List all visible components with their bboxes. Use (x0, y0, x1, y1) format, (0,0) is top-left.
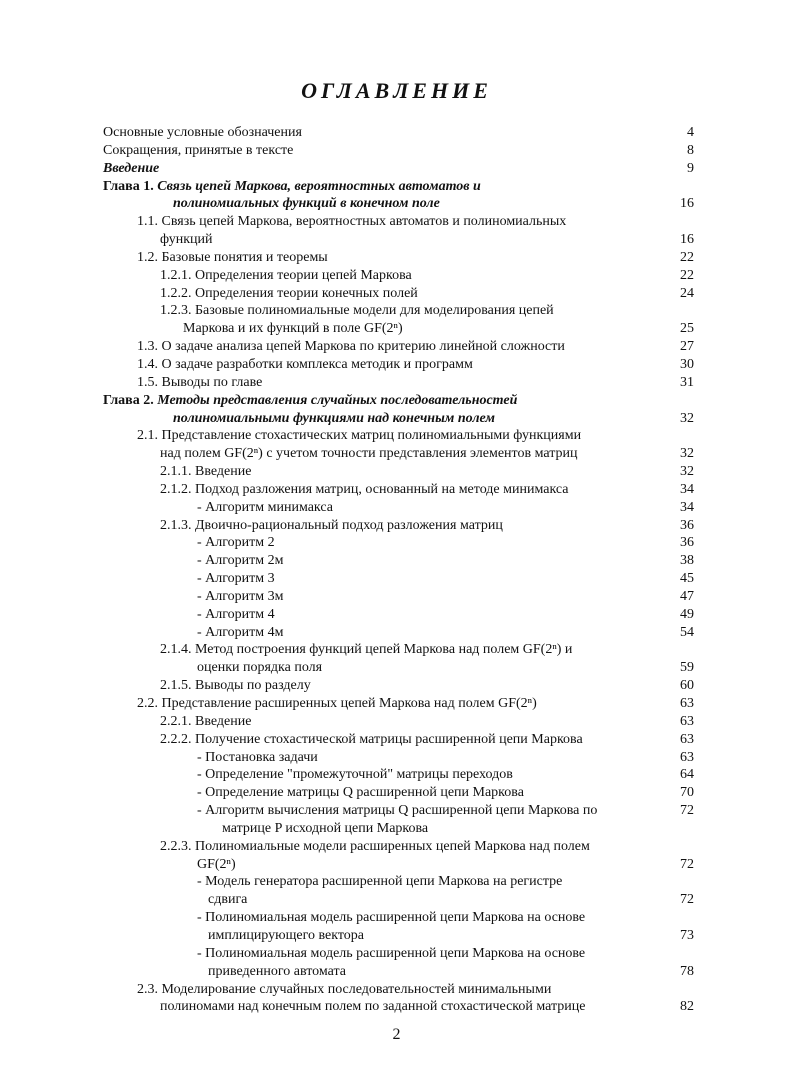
toc-page: 16 (680, 196, 694, 212)
toc-row (0, 570, 793, 588)
toc-row (0, 945, 793, 963)
toc-text: приведенного автомата (208, 963, 347, 979)
toc-row (0, 356, 793, 374)
toc-page: 60 (680, 678, 694, 694)
toc-text: 2.2.2. Получение стохастической матрицы расширенной цепи Маркова (160, 731, 583, 747)
toc-page: 47 (680, 588, 694, 604)
toc-text: - Модель генератора расширенной цепи Маркова на регистре (197, 874, 563, 890)
toc-text: имплицирующего вектора (208, 927, 364, 943)
page-title: ОГЛАВЛЕНИЕ (301, 78, 492, 103)
toc-row (0, 178, 793, 196)
toc-text: 2.1.5. Выводы по разделу (160, 678, 311, 694)
toc-row (0, 534, 793, 552)
toc-page: 70 (680, 785, 694, 801)
toc-text: оценки порядка поля (197, 660, 323, 676)
toc-text: - Алгоритм 4м (197, 624, 284, 640)
toc-page: 27 (680, 339, 694, 355)
toc-page: 34 (680, 499, 694, 515)
toc-text: - Алгоритм 2 (197, 535, 275, 551)
table-of-contents (0, 124, 793, 1016)
toc-page: 59 (680, 660, 694, 676)
toc-row (0, 285, 793, 303)
toc-page: 72 (680, 856, 694, 872)
toc-text: - Определение матрицы Q расширенной цепи Маркова (197, 785, 524, 801)
toc-text: матрице P исходной цепи Маркова (222, 820, 429, 836)
toc-text: - Алгоритм 3 (197, 571, 275, 587)
toc-page: 16 (680, 232, 694, 248)
toc-text: GF(2ⁿ) (197, 856, 236, 872)
toc-page: 63 (680, 713, 694, 729)
toc-row (0, 160, 793, 178)
toc-page: 22 (680, 267, 694, 283)
toc-row (0, 873, 793, 891)
toc-row (0, 463, 793, 481)
toc-page: 38 (680, 553, 694, 569)
toc-page: 78 (680, 963, 694, 979)
toc-row (0, 249, 793, 267)
toc-text: - Полиномиальная модель расширенной цепи Маркова на основе (197, 945, 586, 961)
toc-text: 1.1. Связь цепей Маркова, вероятностных автоматов и полиномиальных (137, 214, 567, 230)
toc-row (0, 784, 793, 802)
toc-row (0, 891, 793, 909)
toc-text: 2.3. Моделирование случайных последовательностей минимальными (137, 981, 552, 997)
toc-row (0, 552, 793, 570)
toc-page: 72 (680, 803, 694, 819)
toc-page: 63 (680, 731, 694, 747)
toc-text: 2.1. Представление стохастических матриц полиномиальными функциями (137, 428, 582, 444)
toc-text: 2.1.2. Подход разложения матриц, основанный на методе минимакса (160, 481, 569, 497)
toc-row (0, 302, 793, 320)
toc-page: 63 (680, 696, 694, 711)
toc-row (0, 588, 793, 606)
chapter-label: Глава 2. (103, 392, 154, 408)
toc-page: 82 (680, 999, 694, 1015)
toc-text: - Алгоритм 2м (197, 553, 284, 569)
toc-page: 25 (680, 321, 694, 337)
toc-row (0, 713, 793, 731)
toc-page: 22 (680, 249, 694, 265)
toc-page: 9 (687, 160, 694, 176)
toc-page: 4 (687, 125, 694, 140)
toc-page: 32 (680, 410, 694, 426)
toc-text: полиномами над конечным полем по заданной стохастической матрице (160, 999, 586, 1015)
toc-row (0, 124, 793, 142)
toc-row (0, 267, 793, 285)
toc-text: - Алгоритм вычисления матрицы Q расширенной цепи Маркова по (197, 803, 598, 819)
toc-text: сдвига (208, 892, 248, 908)
toc-row (0, 641, 793, 659)
toc-text: 1.2. Базовые понятия и теоремы (137, 249, 328, 265)
toc-row (0, 766, 793, 784)
toc-row (0, 820, 793, 838)
toc-text: - Алгоритм минимакса (197, 499, 333, 515)
toc-row (0, 320, 793, 338)
toc-text: 2.1.1. Введение (160, 464, 252, 480)
toc-row (0, 606, 793, 624)
toc-text: 1.2.2. Определения теории конечных полей (160, 285, 418, 301)
toc-row (0, 838, 793, 856)
toc-text: 2.2. Представление расширенных цепей Маркова над полем GF(2ⁿ) (137, 696, 537, 711)
toc-page: 24 (680, 285, 694, 301)
toc-row (0, 213, 793, 231)
toc-row (0, 410, 793, 428)
toc-row (0, 695, 793, 713)
toc-row (0, 338, 793, 356)
toc-text: - Алгоритм 4 (197, 606, 275, 622)
toc-page: 72 (680, 892, 694, 908)
toc-row (0, 142, 793, 160)
toc-text: над полем GF(2ⁿ) с учетом точности представления элементов матриц (160, 446, 578, 462)
toc-text: 1.4. О задаче разработки комплекса методик и программ (137, 356, 473, 372)
toc-text: Связь цепей Маркова, вероятностных автоматов и (157, 178, 481, 194)
toc-row (0, 998, 793, 1016)
toc-page: 32 (680, 464, 694, 480)
toc-text: 2.1.3. Двоично-рациональный подход разложения матриц (160, 517, 503, 533)
toc-row (0, 856, 793, 874)
toc-text: Методы представления случайных последовательностей (157, 392, 518, 408)
toc-row (0, 499, 793, 517)
toc-page: 31 (680, 374, 694, 390)
toc-text: - Полиномиальная модель расширенной цепи Маркова на основе (197, 910, 586, 926)
toc-page: 45 (680, 571, 694, 587)
toc-row (0, 231, 793, 249)
toc-row (0, 624, 793, 642)
toc-row (0, 749, 793, 767)
toc-row (0, 427, 793, 445)
toc-text: 1.5. Выводы по главе (137, 374, 263, 390)
toc-text: - Постановка задачи (197, 749, 318, 765)
toc-row (0, 481, 793, 499)
toc-text: 2.2.1. Введение (160, 713, 252, 729)
toc-page: 36 (680, 535, 694, 551)
toc-text: полиномиальными функциями над конечным полем (173, 410, 495, 426)
toc-row (0, 909, 793, 927)
toc-text: Маркова и их функций в поле GF(2ⁿ) (183, 321, 403, 337)
toc-row (0, 802, 793, 820)
toc-row (0, 374, 793, 392)
toc-text: 1.3. О задаче анализа цепей Маркова по критерию линейной сложности (137, 339, 565, 355)
page-number: 2 (392, 1026, 401, 1043)
toc-row (0, 677, 793, 695)
toc-text: 1.2.1. Определения теории цепей Маркова (160, 267, 412, 283)
toc-row (0, 392, 793, 410)
toc-page: 30 (680, 356, 694, 372)
toc-text: - Алгоритм 3м (197, 588, 284, 604)
toc-page: 34 (680, 481, 694, 497)
toc-row (0, 981, 793, 999)
toc-text: Введение (103, 160, 160, 176)
toc-text: полиномиальных функций в конечном поле (173, 196, 440, 212)
toc-text: 1.2.3. Базовые полиномиальные модели для моделирования цепей (160, 303, 554, 319)
toc-text: Сокращения, принятые в тексте (103, 142, 294, 158)
toc-row (0, 195, 793, 213)
toc-row (0, 963, 793, 981)
toc-row (0, 445, 793, 463)
toc-page: 8 (687, 142, 694, 158)
toc-text: - Определение "промежуточной" матрицы переходов (197, 767, 513, 783)
toc-text: 2.2.3. Полиномиальные модели расширенных цепей Маркова над полем (160, 838, 590, 854)
toc-row (0, 517, 793, 535)
toc-row (0, 927, 793, 945)
toc-row (0, 659, 793, 677)
toc-page: 63 (680, 749, 694, 765)
toc-text: 2.1.4. Метод построения функций цепей Маркова над полем GF(2ⁿ) и (160, 642, 573, 658)
chapter-label: Глава 1. (103, 178, 154, 194)
toc-page: 73 (680, 927, 694, 943)
toc-row (0, 731, 793, 749)
toc-text: функций (160, 232, 213, 248)
toc-text: Основные условные обозначения (103, 125, 302, 140)
toc-page: 49 (680, 606, 694, 622)
toc-page: 32 (680, 446, 694, 462)
toc-page: 54 (680, 624, 694, 640)
toc-page: 64 (680, 767, 694, 783)
toc-page: 36 (680, 517, 694, 533)
